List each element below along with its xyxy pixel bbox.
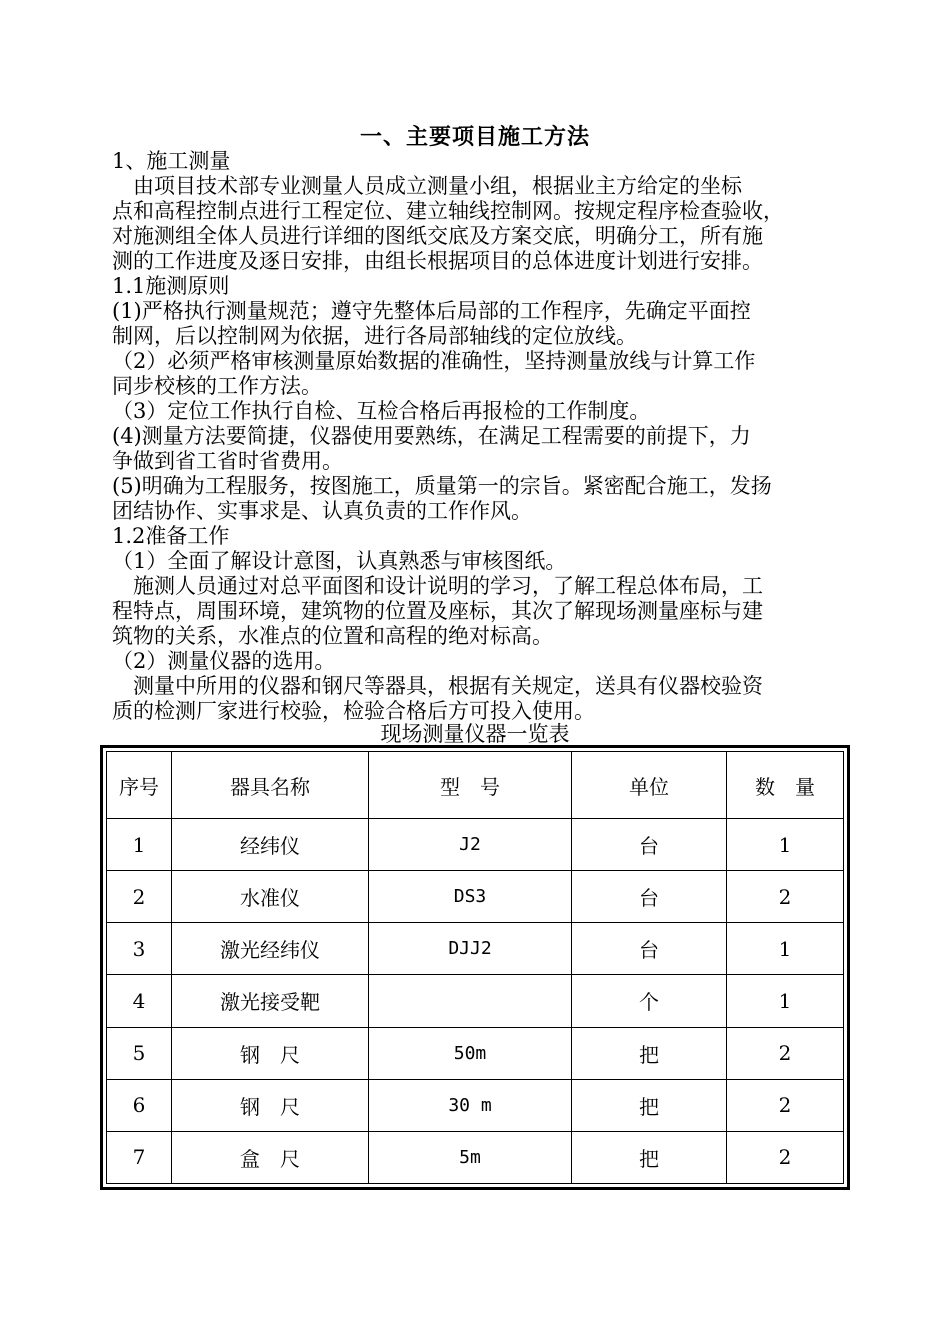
table-header-row [107,752,844,819]
paragraph-line: （2）测量仪器的选用。 [112,649,336,673]
paragraph-line: (1)严格执行测量规范；遵守先整体后局部的工作程序，先确定平面控 [112,299,751,323]
table-cell: 台 [572,871,727,923]
header-cell: 器具名称 [172,752,369,819]
paragraph-line: 测量中所用的仪器和钢尺等器具，根据有关规定，送具有仪器校验资 [112,674,763,698]
table-cell: J2 [369,819,572,871]
paragraph-line: （1）全面了解设计意图，认真熟悉与审核图纸。 [112,549,567,573]
table-cell: 2 [727,1027,844,1079]
header-cell: 单位 [572,752,727,819]
section-heading: 1、施工测量 [112,149,231,173]
table-cell: 2 [107,871,172,923]
paragraph-line: 对施测组全体人员进行详细的图纸交底及方案交底，明确分工，所有施 [112,224,763,248]
paragraph-line: (5)明确为工程服务，按图施工，质量第一的宗旨。紧密配合施工，发扬 [112,474,772,498]
table-cell: 7 [107,1131,172,1183]
table-cell: 台 [572,923,727,975]
paragraph-line: 程特点，周围环境，建筑物的位置及座标，其次了解现场测量座标与建 [112,599,763,623]
table-cell: 5m [369,1131,572,1183]
paragraph-line: 点和高程控制点进行工程定位、建立轴线控制网。按规定程序检查验收， [112,199,784,223]
paragraph-line: 测的工作进度及逐日安排，由组长根据项目的总体进度计划进行安排。 [112,249,763,273]
instrument-table [100,745,850,1190]
table-cell: DS3 [369,871,572,923]
table-cell: 把 [572,1079,727,1131]
table-cell: 30 m [369,1079,572,1131]
table-cell: 激光经纬仪 [172,923,369,975]
paragraph-line: 由项目技术部专业测量人员成立测量小组，根据业主方给定的坐标 [112,174,742,198]
section-heading: 1.2准备工作 [112,524,230,548]
table-cell: 把 [572,1027,727,1079]
paragraph-line: 筑物的关系，水准点的位置和高程的绝对标高。 [112,624,553,648]
table-cell: 1 [107,819,172,871]
paragraph-line: （3）定位工作执行自检、互检合格后再报检的工作制度。 [112,399,651,423]
table-row [107,1079,844,1131]
header-cell: 序号 [107,752,172,819]
table-cell: 2 [727,871,844,923]
table-cell: 1 [727,819,844,871]
table-cell: 5 [107,1027,172,1079]
table-cell: 3 [107,923,172,975]
table-cell [369,975,572,1027]
paragraph-line: （2）必须严格审核测量原始数据的准确性，坚持测量放线与计算工作 [112,349,756,373]
table-row [107,1027,844,1079]
table-cell: 50m [369,1027,572,1079]
section-heading: 1.1施测原则 [112,274,230,298]
paragraph-line: 施测人员通过对总平面图和设计说明的学习，了解工程总体布局，工 [112,574,763,598]
table-cell: 经纬仪 [172,819,369,871]
table-cell: 个 [572,975,727,1027]
table-row [107,923,844,975]
table-cell: 把 [572,1131,727,1183]
table-row [107,975,844,1027]
paragraph-line: (4)测量方法要简捷，仪器使用要熟练，在满足工程需要的前提下，力 [112,424,751,448]
paragraph-line: 质的检测厂家进行校验，检验合格后方可投入使用。 [112,699,595,723]
table-cell: 激光接受靶 [172,975,369,1027]
table-row [107,1131,844,1183]
table-cell: 钢 尺 [172,1027,369,1079]
table-row [107,819,844,871]
page-title: 一、主要项目施工方法 [359,124,590,150]
table-cell: 2 [727,1131,844,1183]
table-cell: 6 [107,1079,172,1131]
paragraph-line: 团结协作、实事求是、认真负责的工作作风。 [112,499,532,523]
table-cell: 4 [107,975,172,1027]
table-cell: 盒 尺 [172,1131,369,1183]
table-cell: 2 [727,1079,844,1131]
header-cell: 数 量 [727,752,844,819]
table-row [107,871,844,923]
header-cell: 型 号 [369,752,572,819]
table-cell: DJJ2 [369,923,572,975]
table-cell: 台 [572,819,727,871]
table-cell: 1 [727,923,844,975]
table-cell: 1 [727,975,844,1027]
paragraph-line: 争做到省工省时省费用。 [112,449,343,473]
paragraph-line: 同步校核的工作方法。 [112,374,322,398]
table-cell: 水准仪 [172,871,369,923]
table-caption: 现场测量仪器一览表 [380,722,570,746]
table-cell: 钢 尺 [172,1079,369,1131]
paragraph-line: 制网，后以控制网为依据，进行各局部轴线的定位放线。 [112,324,637,348]
